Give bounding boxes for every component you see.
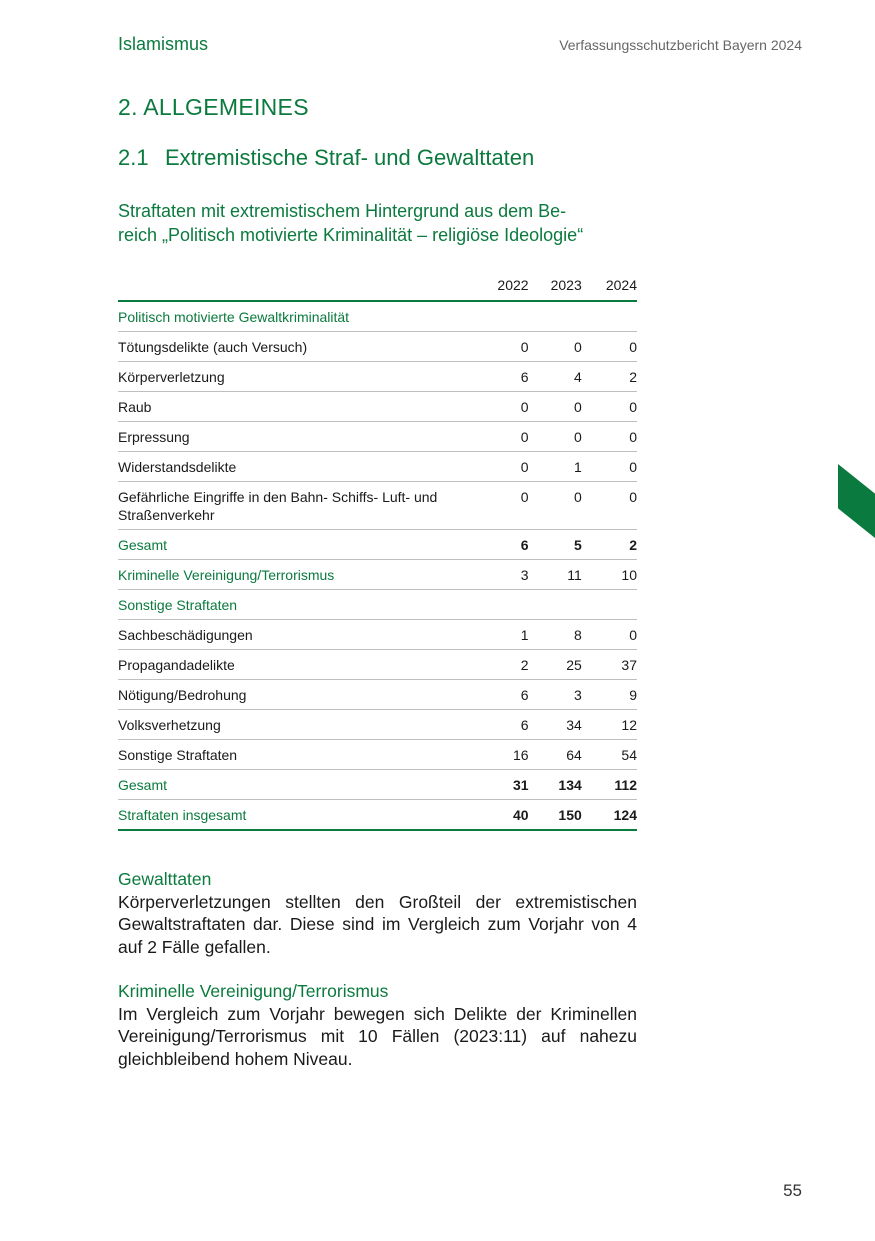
cell-value: 34: [529, 710, 582, 740]
row-label: Politisch motivierte Gewaltkriminalität: [118, 301, 484, 332]
cell-value: 0: [582, 392, 637, 422]
table-row: [118, 301, 637, 332]
table-header-row: [118, 276, 637, 301]
page-number: 55: [783, 1181, 802, 1200]
cell-value: 2: [484, 650, 528, 680]
cell-value: [582, 301, 637, 332]
cell-value: 0: [484, 452, 528, 482]
table-row: [118, 590, 637, 620]
row-label: Sonstige Straftaten: [118, 590, 484, 620]
table-row: [118, 482, 637, 530]
row-label: Widerstandsdelikte: [118, 452, 484, 482]
cell-value: 0: [484, 392, 528, 422]
cell-value: 0: [484, 482, 528, 530]
cell-value: 0: [582, 422, 637, 452]
row-label: Gesamt: [118, 770, 484, 800]
heading-extremistische-taten: [118, 145, 534, 171]
year-header: 2022: [484, 276, 528, 301]
cell-value: 2: [582, 530, 637, 560]
table-row: [118, 710, 637, 740]
cell-value: 31: [484, 770, 528, 800]
table-title-line-1: Straftaten mit extremistischem Hintergrund aus dem Be-: [118, 201, 567, 221]
running-header-section: Islamismus: [118, 34, 209, 54]
cell-value: 1: [529, 452, 582, 482]
year-header: 2023: [529, 276, 582, 301]
cell-value: 64: [529, 740, 582, 770]
cell-value: 54: [582, 740, 637, 770]
cell-value: 6: [484, 362, 528, 392]
cell-value: [529, 590, 582, 620]
heading-allgemeines: 2. ALLGEMEINES: [118, 94, 309, 120]
row-label: Gesamt: [118, 530, 484, 560]
chapter-tab-marker: [838, 464, 875, 538]
cell-value: 0: [582, 332, 637, 362]
row-label: Sachbeschädigungen: [118, 620, 484, 650]
row-label: Nötigung/Bedrohung: [118, 680, 484, 710]
running-header-publication: Verfassungsschutzbericht Bayern 2024: [559, 37, 802, 53]
cell-value: 0: [484, 422, 528, 452]
row-label: Straftaten insgesamt: [118, 800, 484, 831]
header-label-cell: [118, 276, 484, 301]
paragraph-heading: Gewalttaten: [118, 869, 212, 889]
table-row-grand-total: [118, 800, 637, 831]
table-row-total: [118, 770, 637, 800]
cell-value: 0: [529, 422, 582, 452]
paragraph-text: Körperverletzungen stellten den Großteil der extremistischen Gewaltstraftaten dar. Diese sind im Vergleich zum Vorjahr von 4 auf 2 Fälle gefallen.: [118, 891, 637, 957]
heading-number: 2.1: [118, 145, 149, 170]
cell-value: 0: [582, 452, 637, 482]
cell-value: [484, 590, 528, 620]
row-label: Raub: [118, 392, 484, 422]
row-label: Tötungsdelikte (auch Versuch): [118, 332, 484, 362]
cell-value: 2: [582, 362, 637, 392]
cell-value: 112: [582, 770, 637, 800]
year-header: 2024: [582, 276, 637, 301]
cell-value: 150: [529, 800, 582, 831]
row-label: Propagandadelikte: [118, 650, 484, 680]
table-row: [118, 680, 637, 710]
row-label: Körperverletzung: [118, 362, 484, 392]
cell-value: 0: [529, 392, 582, 422]
statistics-table: [118, 276, 637, 831]
row-label: Gefährliche Eingriffe in den Bahn- Schiffs- Luft- und Straßenverkehr: [118, 482, 484, 530]
cell-value: 3: [529, 680, 582, 710]
cell-value: 25: [529, 650, 582, 680]
row-label: Kriminelle Vereinigung/Terrorismus: [118, 560, 484, 590]
cell-value: [529, 301, 582, 332]
cell-value: 16: [484, 740, 528, 770]
cell-value: 124: [582, 800, 637, 831]
table-row: [118, 332, 637, 362]
cell-value: 1: [484, 620, 528, 650]
cell-value: 8: [529, 620, 582, 650]
cell-value: 0: [529, 482, 582, 530]
cell-value: 3: [484, 560, 528, 590]
table-row: [118, 392, 637, 422]
table-row: [118, 560, 637, 590]
cell-value: 0: [484, 332, 528, 362]
row-label: Erpressung: [118, 422, 484, 452]
cell-value: [484, 301, 528, 332]
heading-title: Extremistische Straf- und Gewalttaten: [165, 145, 535, 170]
paragraph-heading: Kriminelle Vereinigung/Terrorismus: [118, 981, 389, 1001]
cell-value: 12: [582, 710, 637, 740]
cell-value: 37: [582, 650, 637, 680]
table-row: [118, 650, 637, 680]
table-row: [118, 422, 637, 452]
cell-value: 5: [529, 530, 582, 560]
table-row: [118, 362, 637, 392]
cell-value: 0: [582, 482, 637, 530]
cell-value: 40: [484, 800, 528, 831]
paragraph-gewalttaten: [118, 868, 637, 958]
table-row: [118, 740, 637, 770]
paragraph-kriminelle-vereinigung: [118, 980, 637, 1070]
cell-value: 11: [529, 560, 582, 590]
table-title-line-2: reich „Politisch motivierte Kriminalität – religiöse Ideologie“: [118, 225, 584, 245]
paragraph-text: Im Vergleich zum Vorjahr bewegen sich Delikte der Kriminellen Vereinigung/Terrorismus mit 10 Fällen (2023:11) auf nahezu gleichbleibend hohem Niveau.: [118, 1003, 637, 1069]
cell-value: 0: [529, 332, 582, 362]
cell-value: 134: [529, 770, 582, 800]
cell-value: 9: [582, 680, 637, 710]
cell-value: [582, 590, 637, 620]
table-row-total: [118, 530, 637, 560]
cell-value: 0: [582, 620, 637, 650]
table-row: [118, 452, 637, 482]
table-title: [118, 199, 643, 247]
cell-value: 4: [529, 362, 582, 392]
cell-value: 10: [582, 560, 637, 590]
cell-value: 6: [484, 530, 528, 560]
cell-value: 6: [484, 710, 528, 740]
cell-value: 6: [484, 680, 528, 710]
row-label: Volksverhetzung: [118, 710, 484, 740]
table-row: [118, 620, 637, 650]
row-label: Sonstige Straftaten: [118, 740, 484, 770]
